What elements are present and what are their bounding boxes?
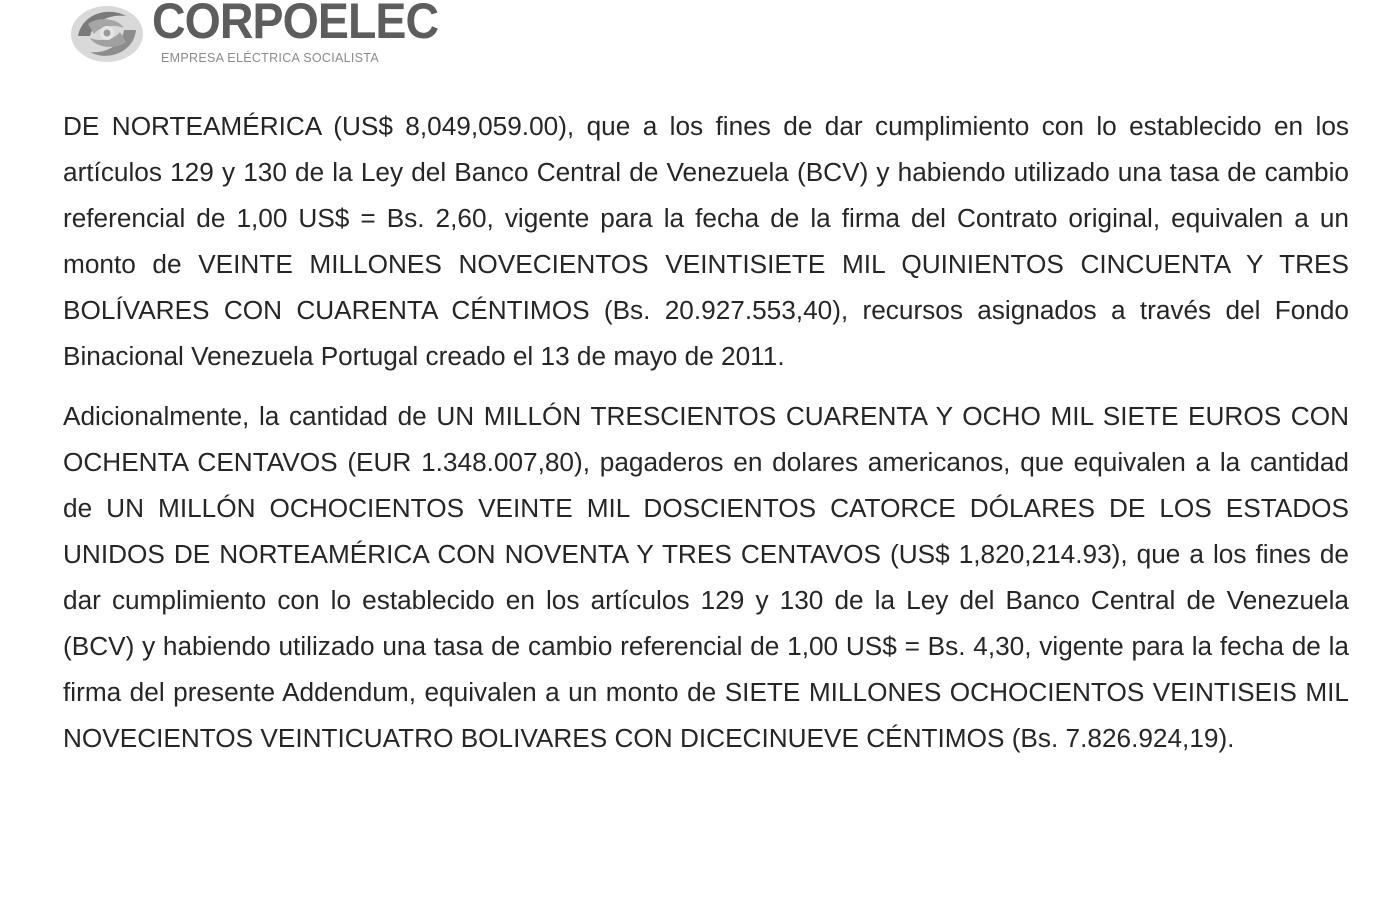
logo-name: CORPOELEC: [152, 0, 439, 49]
corpoelec-logo: [68, 0, 488, 72]
paragraph-2: Adicionalmente, la cantidad de UN MILLÓN TRESCIENTOS CUARENTA Y OCHO MIL SIETE EUROS CON OCHENTA CENTAVOS (EUR 1.348.007,80), pagaderos en dolares americanos, que equivalen a la cantidad de UN MILLÓN OCHOCIENTOS VEINTE MIL DOSCIENTOS CATORCE DÓLARES DE LOS ESTADOS UNIDOS DE NORTEAMÉRICA CON NOVENTA Y TRES CENTAVOS (US$ 1,820,214.93), que a los fines de dar cumplimiento con lo establecido en los artículos 129 y 130 de la Ley del Banco Central de Venezuela (BCV) y habiendo utilizado una tasa de cambio referencial de 1,00 US$ = Bs. 4,30, vigente para la fecha de la firma del presente Addendum, equivalen a un monto de SIETE MILLONES OCHOCIENTOS VEINTISEIS MIL NOVECIENTOS VEINTICUATRO BOLIVARES CON DICECINUEVE CÉNTIMOS (Bs. 7.826.924,19).: [63, 401, 1349, 753]
logo-tagline: EMPRESA ELÉCTRICA SOCIALISTA: [161, 51, 379, 65]
swirl-logo-icon: [68, 2, 146, 64]
paragraph-1: DE NORTEAMÉRICA (US$ 8,049,059.00), que a los fines de dar cumplimiento con lo establecido en los artículos 129 y 130 de la Ley del Banco Central de Venezuela (BCV) y habiendo utilizado una tasa de cambio referencial de 1,00 US$ = Bs. 2,60, vigente para la fecha de la firma del Contrato original, equivalen a un monto de VEINTE MILLONES NOVECIENTOS VEINTISIETE MIL QUINIENTOS CINCUENTA Y TRES BOLÍVARES CON CUARENTA CÉNTIMOS (Bs. 20.927.553,40), recursos asignados a través del Fondo Binacional Venezuela Portugal creado el 13 de mayo de 2011.: [63, 111, 1349, 371]
document-body: [63, 104, 1349, 762]
